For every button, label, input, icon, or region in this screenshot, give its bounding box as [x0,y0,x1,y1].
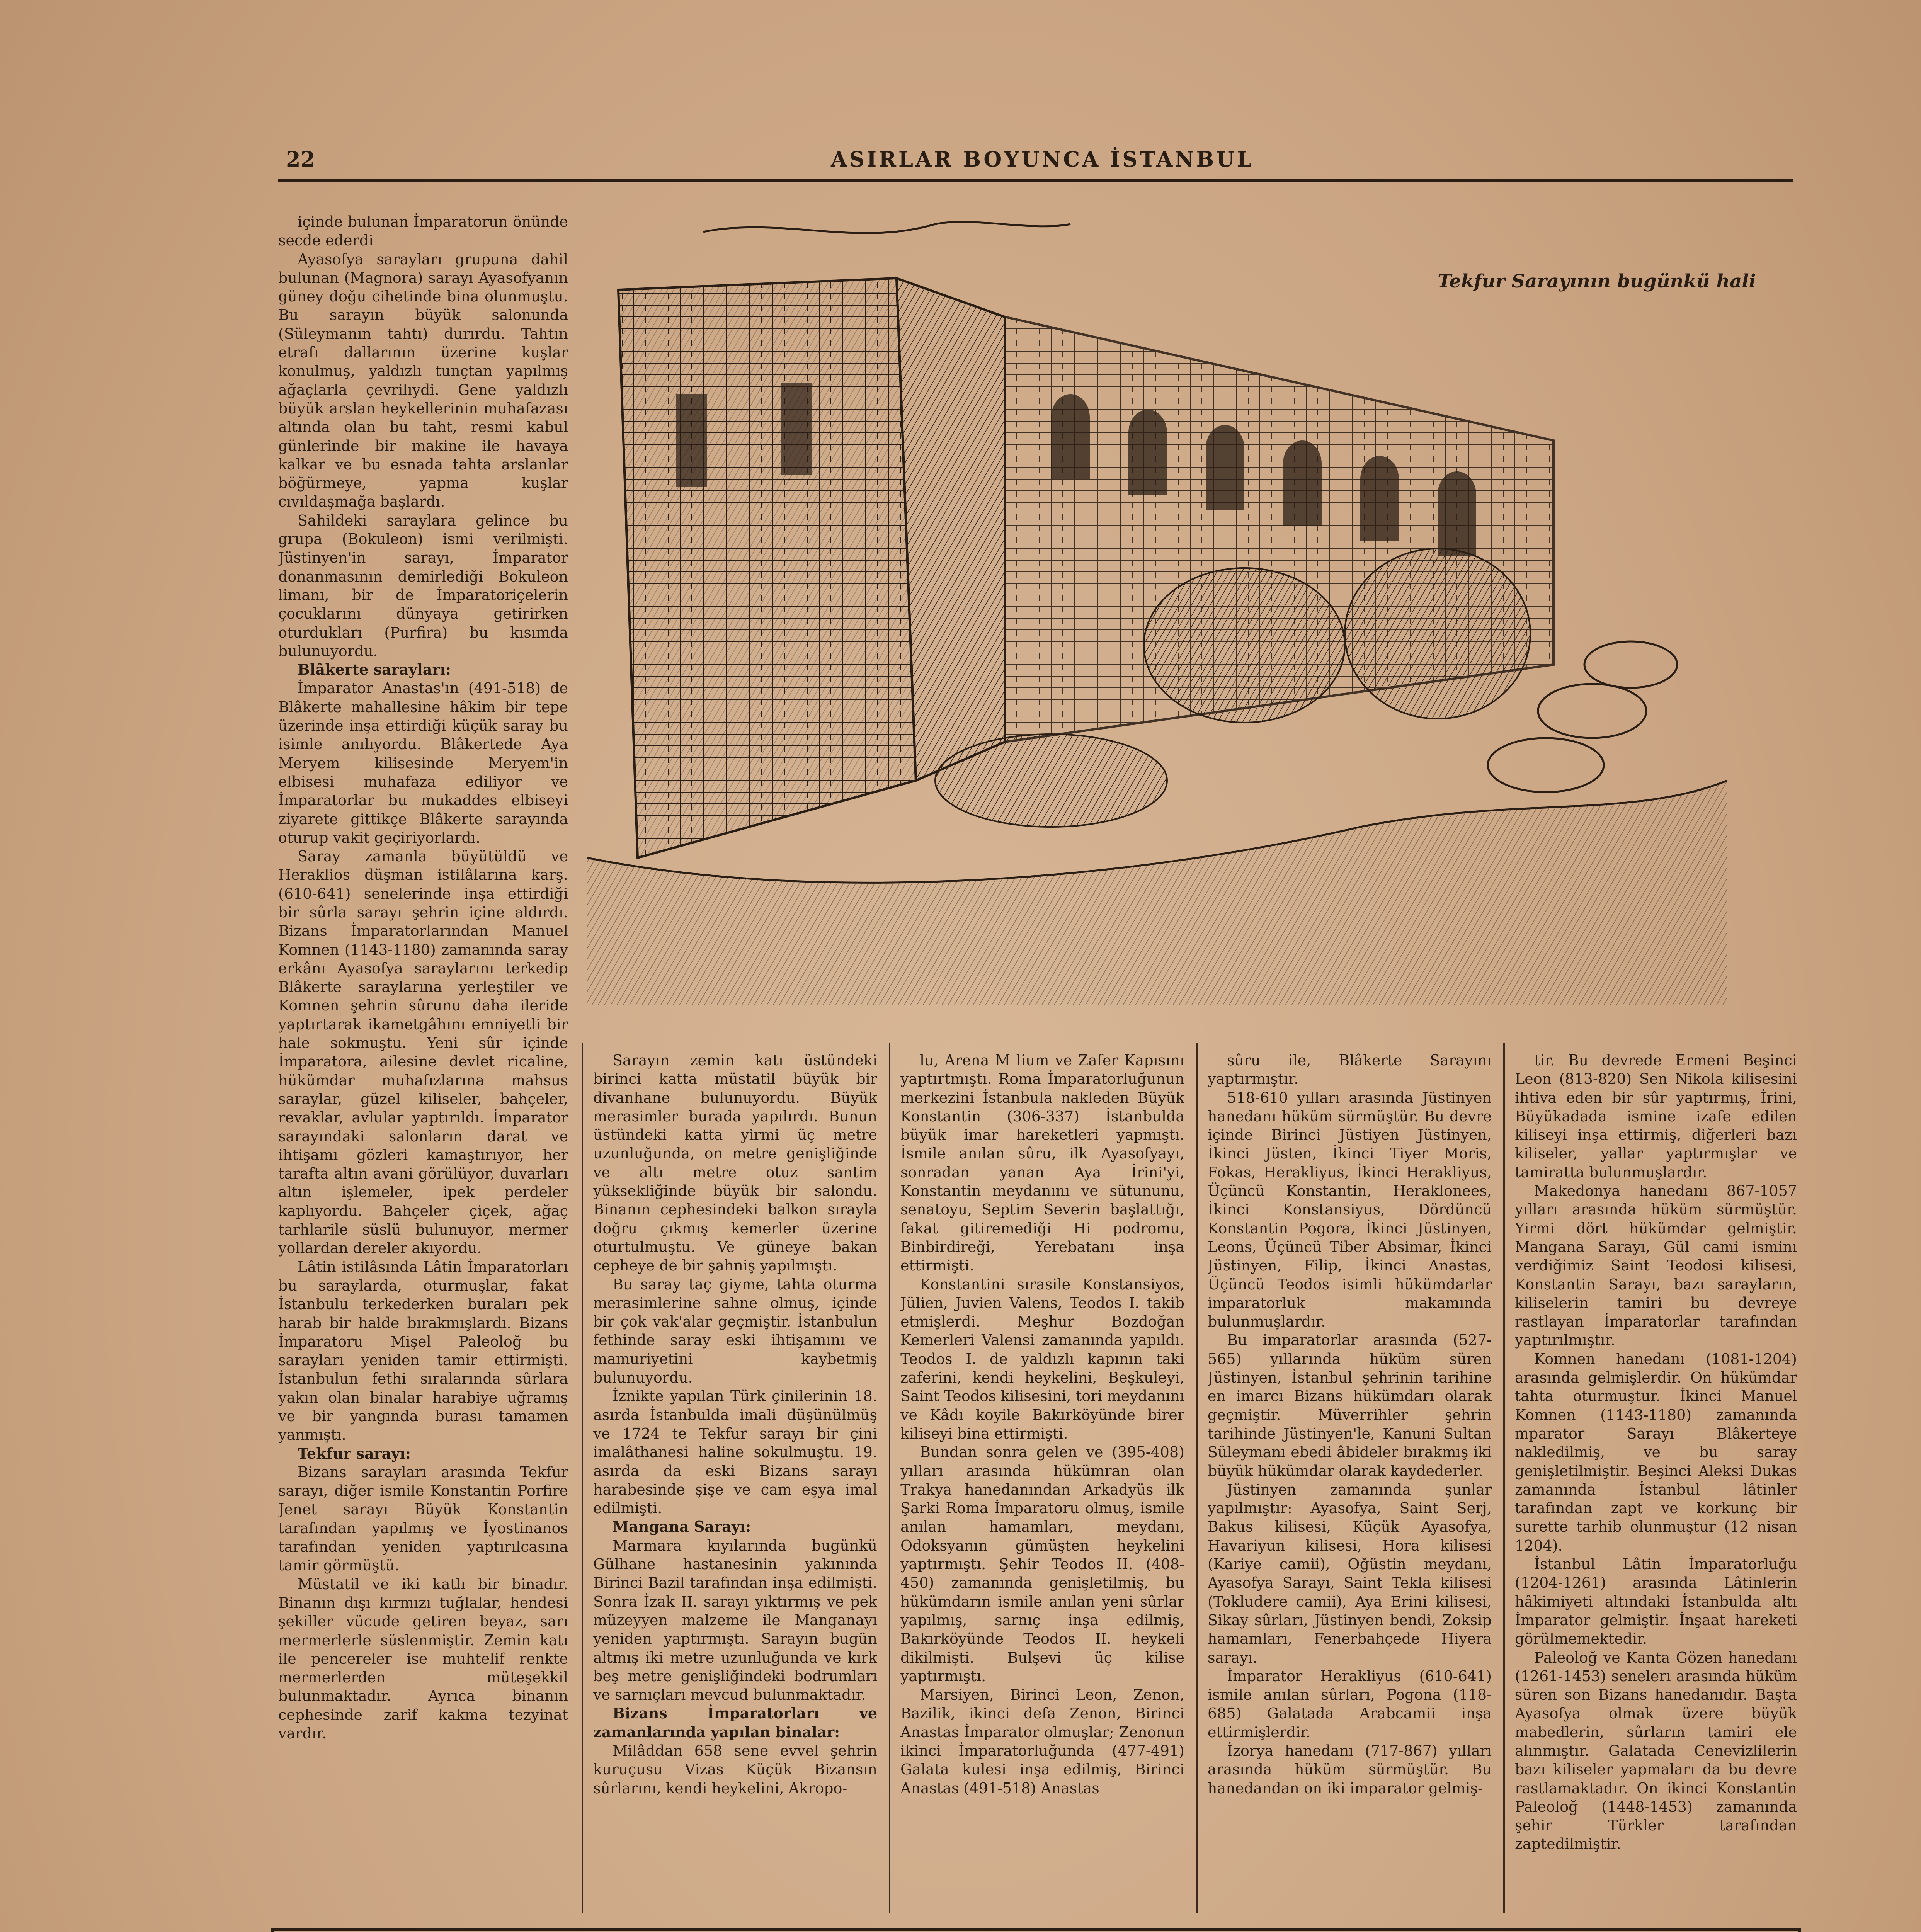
col1-p3: Sahildeki saraylara gelince bu grupa (Bokuleon) ismi verilmişti. Jüstinyen'in sarayı, İmparator donanmasının demirlediği Bokuleon limanı, bir de İmparatoriçelerin çocuklarını dünyaya getirirken oturdukları (Purfira) bu kısımda bulunuyordu. [278,512,568,660]
col3-p4: Marsiyen, Birinci Leon, Zenon, Bazilik, ikinci defa Zenon, Birinci Anastas İmparator olmuşlar; Zenonun ikinci İmparatorluğunda (477-491) Galata kulesi inşa edilmiş, Birinci Anastas (491-518) Anastas [900,1686,1184,1797]
col5-p2: Makedonya hanedanı 867-1057 yılları arasında hüküm sürmüştür. Yirmi dört hükümdar gelmiştir. Mangana Sarayı, Gül cami isminı verdiğimiz Saint Teodosi kilisesi, Konstantin Sarayı, bazı sarayların, kiliselerin tamiri bu devreye rastlayan İmparatorlar tarafından yaptırılmıştır. [1515,1182,1797,1349]
col3-p1: lu, Arena M lium ve Zafer Kapısını yaptırtmıştı. Roma İmparatorluğunun merkezini İstanbula nakleden Büyük Konstantin (306-337) İstanbulda büyük imar hareketleri yapmıştı. İsmile anılan sûru, ilk Ayasofyayı, sonradan yanan Aya İrini'yi, Konstantin meydanını ve sütununu, senatoyu, Septim Severin başlattığı, fakat gitiremediği Hi podromu, Binbirdireği, Yerebatanı inşa ettirmişti. [900,1052,1184,1274]
column-5 [1515,1051,1797,1913]
col3-p2: Konstantini sırasile Konstansiyos, Jülien, Juvien Valens, Teodos I. takib etmişlerdi. Meşhur Bozdoğan Kemerleri Valensi zamanında yapıldı. Teodos I. de yaldızlı kapının taki zaferini, kendi heykelini, Beşkuleyi, Saint Teodos kilisesini, tori meydanını ve Kâdı koyile Bakırköyünde birer kiliseyi bina ettirmişti. [900,1276,1184,1442]
col4-p4: Jüstinyen zamanında şunlar yapılmıştır: Ayasofya, Saint Serj, Bakus kilisesi, Küçük Ayasofya, Havariyun kilisesi, Hora kilisesi (Kariye camii), Oğüstin meydanı, Ayasofya Sarayı, Saint Tekla kilisesi (Tokludere camii), Aya Erini kilisesi, Sikay sûrları, Jüstinyen bendi, Zoksip hamamları, Fenerbahçede Hiyera sarayı. [1208,1481,1492,1666]
palace-engraving-image [587,201,1727,1005]
col5-p1: tir. Bu devrede Ermeni Beşinci Leon (813-820) Sen Nikola kilisesini ihtiva eden bir sûr yaptırmış, İrini, Büyükadada ismine izafe edilen kiliseyi inşa ettirmiş, diğerleri bazı kiliseler, yallar yaptırmışlar ve tamiratta bulunmuşlardır. [1515,1052,1797,1181]
column-rule [889,1043,890,1913]
col3-p3: Bundan sonra gelen ve (395-408) yılları arasında hükümran olan Trakya hanedanından Arkadyüs ilk Şarki Roma İmparatoru olmuş, ismile anılan hamamları, meydanı, Odoksyanın gümüşten heykelini yaptırmıştı. Şehir Teodos II. (408-450) zamanında genişletilmiş, bu hükümdarın ismile anılan yeni sûrlar yapılmış, sarnıç inşa edilmiş, Bakırköyünde Teodos II. heykeli dikilmişti. Bulşevi üç kilise yaptırmıştı. [900,1444,1184,1685]
col4-p3: Bu imparatorlar arasında (527-565) yıllarında hüküm süren Jüstinyen, İstanbul şehrinin tarihine en imarcı Bizans hükümdarı olarak geçmiştir. Müverrihler şehrin tarihinde Jüstinyen'le, Kanuni Sultan Süleymanı ebedi âbideler bırakmış iki büyük hükümdar olarak kaydederler. [1208,1332,1492,1480]
column-rule [1503,1043,1505,1913]
page-number: 22 [286,147,315,172]
col1-p6: Lâtin istilâsında Lâtin İmparatorları bu saraylarda, oturmuşlar, fakat İstanbulu terkederken buraları pek harab bir halde bırakmışlardı. Bizans İmparatoru Mişel Paleoloğ bu sarayları yeniden tamir ettirmişti. İstanbulun fethi sıralarında sûrlara yakın olan binalar harabiye uğramış ve bir yangında burası tamamen yanmıştı. [278,1258,568,1444]
figure-caption: Tekfur Sarayının bugünkü hali [1438,270,1756,292]
col1-p8: Müstatil ve iki katlı bir binadır. Binanın dışı kırmızı tuğlalar, hendesi şekiller vücude getiren beyaz, sarı mermerlerle süslenmiştir. Zemin katı ile pencereler ise muhtelif renkte mermerlerden müteşekkil bulunmaktadır. Ayrıca binanın cephesinde zarif kakma tezyinat vardır. [278,1575,568,1742]
column-2 [593,1051,877,1913]
col1-p1: içinde bulunan İmparatorun önünde secde ederdi [278,213,568,249]
col2-heading-mangana: Mangana Sarayı: [613,1518,751,1536]
col1-heading-tekfur: Tekfur sarayı: [298,1444,411,1462]
column-4 [1208,1051,1492,1913]
col1-heading-blakerte: Blâkerte sarayları: [298,661,451,679]
column-rule [1196,1043,1198,1913]
column-3 [900,1051,1184,1913]
col4-p2: 518-610 yılları arasında Jüstinyen hanedanı hüküm sürmüştür. Bu devre içinde Birinci Jüstiyen Jüstinyen, İkinci Jüsten, İkinci Tiyer Moris, Fokas, Herakliyus, İkinci Herakliyus, Üçüncü Konstantin, Heraklonees, İkinci Konstansiyus, Dördüncü Konstantin Pogora, İkinci Jüstinyen, Leons, Üçüncü Tiber Absimar, İkinci Jüstinyen, Filip, İkinci Anastas, Üçüncü Teodos isimli hükümdarlar imparatorluk makamında bulunmuşlardır. [1208,1089,1492,1330]
col2-p5: Milâddan 658 sene evvel şehrin kuruçusu Vizas Küçük Bizansın sûrlarını, kendi heykelini, Akropo- [593,1742,877,1797]
col1-p7: Bizans sarayları arasında Tekfur sarayı, diğer ismile Konstantin Porfire Jenet sarayı Büyük Konstantin tarafından yapılmış ve İyostinanos tarafından yeniden yaptırılcasına tamir görmüştü. [278,1463,568,1574]
col5-p5: Paleoloğ ve Kanta Gözen hanedanı (1261-1453) senelerı arasında hüküm süren son Bizans hanedanıdır. Başta Ayasofya olmak üzere büyük mabedlerin, sûrların tamiri ele alınmıştır. Galatada Cenevizlilerin bazı kiliseler yapmaları da bu devre rastlamaktadır. On ikinci Konstantin Paleoloğ (1448-1453) zamanında şehir Türkler tarafından zaptedilmiştir. [1515,1649,1797,1853]
running-title: ASIRLAR BOYUNCA İSTANBUL [831,147,1254,172]
header-rule [278,179,1793,182]
col5-p4: İstanbul Lâtin İmparatorluğu (1204-1261) arasında Lâtinlerin hâkimiyeti altındaki İstanbulda altı İmparator gelmiştir. İnşaat hareketi görülmemektedir. [1515,1556,1797,1648]
col1-p4: İmparator Anastas'ın (491-518) de Blâkerte mahallesine hâkim bir tepe üzerinde inşa ettirdiği küçük saray bu isimle anılıyordu. Blâkertede Aya Meryem kilisesinde Meryem'in elbisesi muhafaza ediliyor ve İmparatorlar bu mukaddes elbiseyi ziyarete gittikçe Blâkerte sarayında oturup vakit geçiriyorlardı. [278,680,568,846]
col1-p2: Ayasofya sarayları grupuna dahil bulunan (Magnora) sarayı Ayasofyanın güney doğu cihetinde bina olunmuştu. Bu sarayın büyük salonunda (Süleymanın tahtı) durırdu. Tahtın etrafı dallarının üzerine kuşlar konulmuş, yaldızlı tunçtan yapılmış ağaçlarla çevrilıydi. Gene yaldızlı büyük arslan heykellerinin muhafazası altında olan bu taht, resmi kabul günlerinde bir makine ile havaya kalkar ve bu esnada tahta arslanlar böğürmeye, yapma kuşlar cıvıldaşmağa başlardı. [278,250,568,510]
col4-p6: İzorya hanedanı (717-867) yılları arasında hüküm sürmüştür. Bu hanedandan on iki imparator gelmiş- [1208,1742,1492,1797]
col5-p3: Komnen hanedanı (1081-1204) arasında gelmişlerdir. On hükümdar tahta oturmuştur. İkinci Manuel Komnen (1143-1180) zamanında mparator Sarayı Blâkerteye nakledilmiş, ve bu saray genişletilmiştir. Beşinci Aleksi Dukas zamanında İstanbul lâtinler tarafından zapt ve korkunç bir surette tarhib olunmuştur (12 nisan 1204). [1515,1350,1797,1554]
col2-p2: Bu saray taç giyme, tahta oturma merasimlerine sahne olmuş, içinde bir çok vak'alar geçmiştir. İstanbulun fethinde saray eski ihtişamını ve mamuriyetini kaybetmiş bulunuyordu. [593,1276,877,1386]
col1-p5: Saray zamanla büyütüldü ve Heraklios düşman istilâlarına karş. (610-641) senelerinde inşa ettirdiği bir sûrla sarayı şehrin içine aldırdı. Bizans İmparatorlarından Manuel Komnen (1143-1180) zamanında saray erkânı Ayasofya saraylarını terkedip Blâkerte saraylarına yerleştiler ve Komnen şehrin sûrunu daha ileride yaptırtarak ikametgâhını emniyetli bir hale sokmuştu. Yeni sûr içinde İmparatora, ailesine devlet ricaline, hükümdar muhafızlarına mahsus saraylar, güzel kiliseler, bahçeler, revaklar, avlular yaptırıldı. İmparator sarayındaki salonların darat ve ihtişamı gözleri kamaştırıyor, her tarafta altın avani görülüyor, duvarları altın işlemeler, ipek perdeler kaplıyordu. Bahçeler çiçek, ağaç tarhlarile süslü bulunuyor, mermer yollardan dereler akıyordu. [278,848,568,1257]
col4-p1: sûru ile, Blâkerte Sarayını yaptırmıştır. [1208,1052,1492,1088]
col2-heading-emperors: Bizans İmparatorları ve zamanlarında yapılan binalar: [593,1704,877,1741]
column-rule [582,1043,583,1913]
col2-p4: Marmara kıyılarında bugünkü Gülhane hastanesinin yakınında Birinci Bazil tarafından inşa edilmişti. Sonra İzak II. sarayı yıktırmış ve pek müzeyyen malzeme ile Manganayı yeniden yaptırmıştı. Sarayın bugün altmış iki metre uzunluğunda ve kırk beş metre genişliğindeki bodrumları ve sarnıçları mevcud bulunmaktadır. [593,1537,877,1704]
article-box [271,1928,1801,1932]
column-1 [278,213,568,1913]
col2-p1: Sarayın zemin katı üstündeki birinci katta müstatil büyük bir divanhane bulunuyordu. Büyük merasimler burada yapılırdı. Bunun üstündeki katta yirmi üç metre uzunluğunda, on metre genişliğinde ve altı metre otuz santim yüksekliğinde büyük bir salondu. Binanın cephesindeki balkon sırayla doğru çıkmış kemerler üzerine oturtulmuştu. Ve güneye bakan cepheye de bir şahniş yapılmıştı. [593,1052,877,1274]
col4-p5: İmparator Herakliyus (610-641) ismile anılan sûrları, Pogona (118-685) Galatada Arabcamii inşa ettirmişlerdir. [1208,1667,1492,1741]
col2-p3: İznikte yapılan Türk çinilerinin 18. asırda İstanbulda imali düşünülmüş ve 1724 te Tekfur sarayı bir çini imalâthanesi haline sokulmuştu. 19. asırda da eski Bizans sarayı harabesinde şişe ve cam eşya imal edilmişti. [593,1388,877,1517]
